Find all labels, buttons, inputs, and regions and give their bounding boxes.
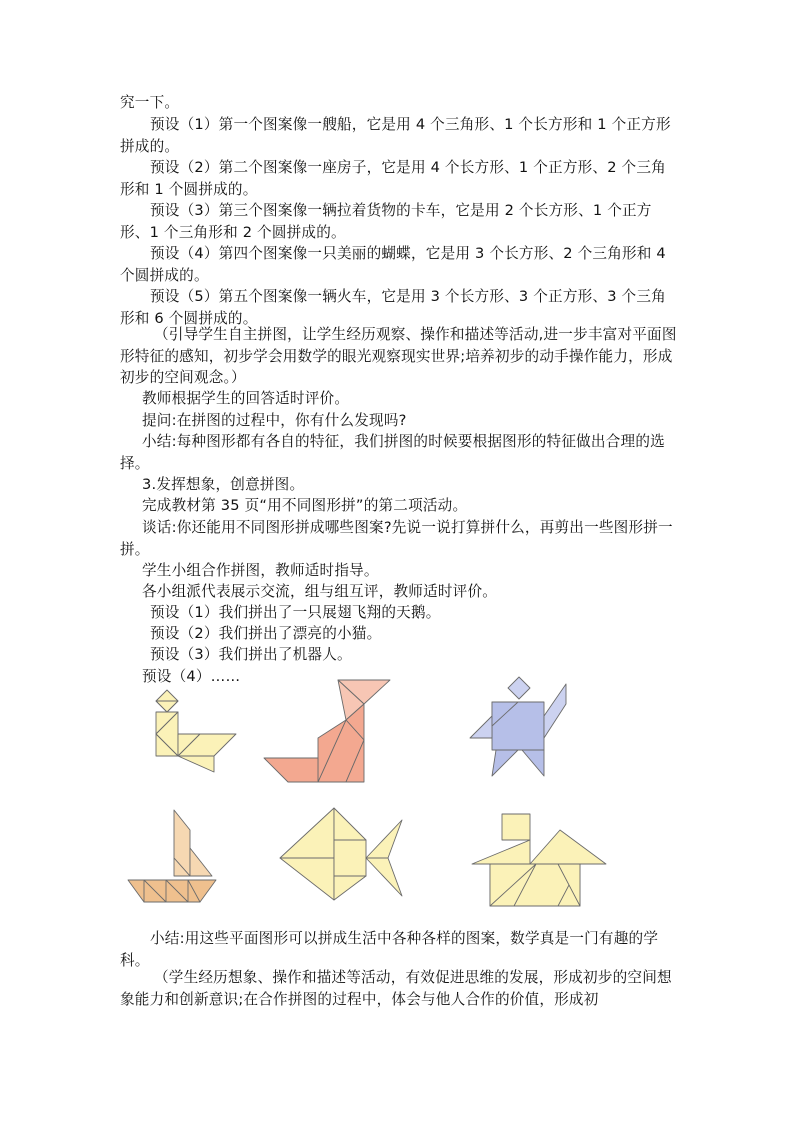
text-paragraph: 各小组派代表展示交流，组与组互评，教师适时评价。 <box>142 583 498 600</box>
tangram-boat-figure <box>124 804 220 906</box>
fish-tail-lower-triangle <box>366 858 402 896</box>
swan-foot-triangle <box>178 756 214 772</box>
section-heading: 3.发挥想象，创意拼图。 <box>142 476 305 493</box>
fish-bottom-fin-triangle <box>334 876 366 900</box>
text-paragraph: 小结:每种图形都有各自的特征，我们拼图的时候要根据图形的特征做出合理的选择。 <box>120 433 665 472</box>
text-paragraph: 预设（1）我们拼出了一只展翅飞翔的天鹅。 <box>150 604 441 621</box>
text-paragraph: 预设（2）我们拼出了漂亮的小猫。 <box>150 625 382 642</box>
text-paragraph: 预设（4）第四个图案像一只美丽的蝴蝶，它是用 3 个长方形、2 个三角形和 4 个圆拼成的。 <box>120 245 666 284</box>
text-paragraph: 预设（3）第三个图案像一辆拉着货物的卡车，它是用 2 个长方形、1 个正方形、1 个三角形和 2 个圆拼成的。 <box>120 202 652 241</box>
tangram-cat-figure <box>260 674 395 790</box>
tangram-swan-figure <box>150 684 242 776</box>
robot-right-arm-parallelogram <box>544 684 566 738</box>
boat-sail-right-triangle <box>190 848 212 876</box>
robot-right-leg-triangle <box>522 750 544 776</box>
fish-lower-head-triangle <box>280 858 334 900</box>
text-paragraph: 完成教材第 35 页“用不同图形拼”的第二项活动。 <box>142 497 468 514</box>
text-line: 究一下。 <box>120 94 180 111</box>
text-paragraph: （学生经历想象、操作和描述等活动，有效促进思维的发展，形成初步的空间想象能力和创新意识;在合作拼图的过程中，体会与他人合作的价值，形成初 <box>120 969 672 1008</box>
text-paragraph: 学生小组合作拼图，教师适时指导。 <box>142 562 379 579</box>
text-paragraph: 预设（5）第五个图案像一辆火车，它是用 3 个长方形、3 个正方形、3 个三角形和 6 个圆拼成的。 <box>120 288 666 327</box>
robot-head-square <box>508 677 530 699</box>
fish-top-fin-triangle <box>334 808 366 840</box>
text-paragraph: 教师根据学生的回答适时评价。 <box>142 390 350 407</box>
tangram-fish-figure <box>276 806 408 902</box>
house-left-roof-triangle <box>472 840 530 864</box>
text-paragraph: 小结:用这些平面图形可以拼成生活中各种各样的图案，数学真是一门有趣的学科。 <box>120 930 659 969</box>
text-paragraph: （引导学生自主拼图，让学生经历观察、操作和描述等活动,进一步丰富对平面图形特征的感知，初步学会用数学的眼光观察现实世界;培养初步的动手操作能力，形成初步的空间观念。） <box>120 326 677 386</box>
robot-left-leg-triangle <box>492 750 518 776</box>
robot-left-arm-triangle <box>470 716 492 738</box>
house-right-roof-triangle <box>530 830 606 864</box>
tangram-house-figure <box>468 810 612 912</box>
fish-upper-head-triangle <box>280 808 334 858</box>
text-paragraph: 预设（3）我们拼出了机器人。 <box>150 646 352 663</box>
cat-tail-parallelogram <box>264 758 318 782</box>
fish-body-square <box>334 840 366 876</box>
tangram-robot-figure <box>468 676 570 780</box>
text-paragraph: 提问:在拼图的过程中，你有什么发现吗? <box>142 412 407 429</box>
house-chimney-square <box>502 814 530 840</box>
text-paragraph: 预设（1）第一个图案像一艘船，它是用 4 个三角形、1 个长方形和 1 个正方形拼成的。 <box>120 116 671 155</box>
fish-tail-upper-triangle <box>366 820 402 858</box>
text-paragraph: 预设（2）第二个图案像一座房子，它是用 4 个长方形、1 个正方形、2 个三角形和 1 个圆拼成的。 <box>120 159 666 198</box>
text-paragraph: 预设（4）…… <box>142 668 241 685</box>
swan-neck-triangle <box>156 701 178 712</box>
text-paragraph: 谈话:你还能用不同图形拼成哪些图案?先说一说打算拼什么，再剪出一些图形拼一拼。 <box>120 519 673 558</box>
